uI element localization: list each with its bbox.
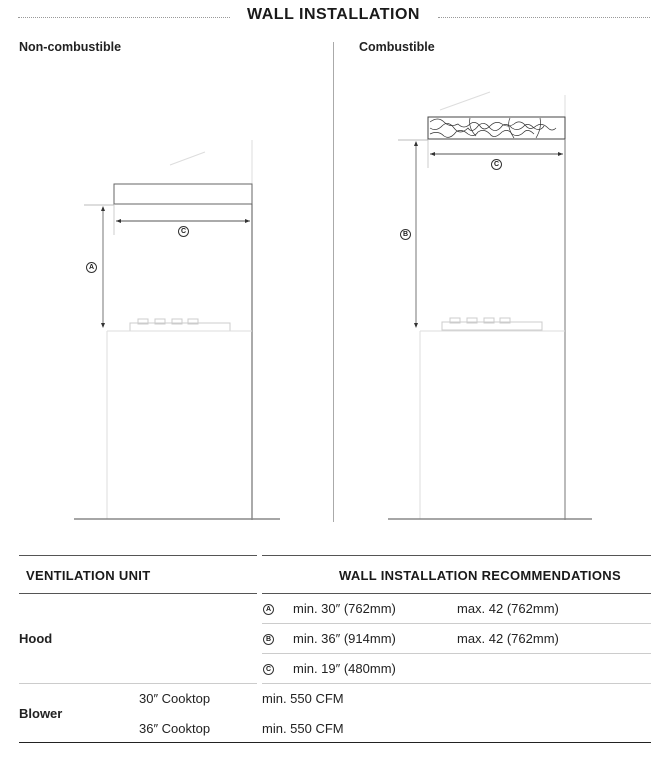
table-rule-header-left <box>19 593 257 594</box>
row-label-blower: Blower <box>19 706 63 721</box>
blower-30-size: 30″ Cooktop <box>139 691 211 706</box>
blower-36-value: min. 550 CFM <box>262 721 344 736</box>
page-title: WALL INSTALLATION <box>247 6 420 23</box>
table-rule-bottom <box>19 742 651 743</box>
dimension-c-marker-left: C <box>178 226 189 237</box>
header-wall-installation-recommendations: WALL INSTALLATION RECOMMENDATIONS <box>339 568 621 583</box>
header-ventilation-unit: VENTILATION UNIT <box>26 568 151 583</box>
table-rule-hood-right <box>262 683 651 684</box>
blower-36-size: 36″ Cooktop <box>139 721 211 736</box>
table-rule-row-b <box>262 653 651 654</box>
table-rule-row-a <box>262 623 651 624</box>
table-rule-hood-left <box>19 683 257 684</box>
blower-30-value: min. 550 CFM <box>262 691 344 706</box>
hood-b-max: max. 42 (762mm) <box>457 631 559 646</box>
marker-c: C <box>263 664 274 675</box>
row-label-hood: Hood <box>19 631 53 646</box>
hood-c-min: min. 19″ (480mm) <box>293 661 396 676</box>
table-rule-header-right <box>262 593 651 594</box>
marker-b: B <box>263 634 274 645</box>
dimension-a-marker: A <box>86 262 97 273</box>
hood-b-min: min. 36″ (914mm) <box>293 631 396 646</box>
marker-a: A <box>263 604 274 615</box>
label-non-combustible: Non-combustible <box>19 40 122 54</box>
dimension-b-marker: B <box>400 229 411 240</box>
hood-a-min: min. 30″ (762mm) <box>293 601 396 616</box>
table-rule-top-right <box>262 555 651 556</box>
label-combustible: Combustible <box>359 40 435 54</box>
table-rule-top-left <box>19 555 257 556</box>
hood-a-max: max. 42 (762mm) <box>457 601 559 616</box>
dimension-c-marker-right: C <box>491 159 502 170</box>
